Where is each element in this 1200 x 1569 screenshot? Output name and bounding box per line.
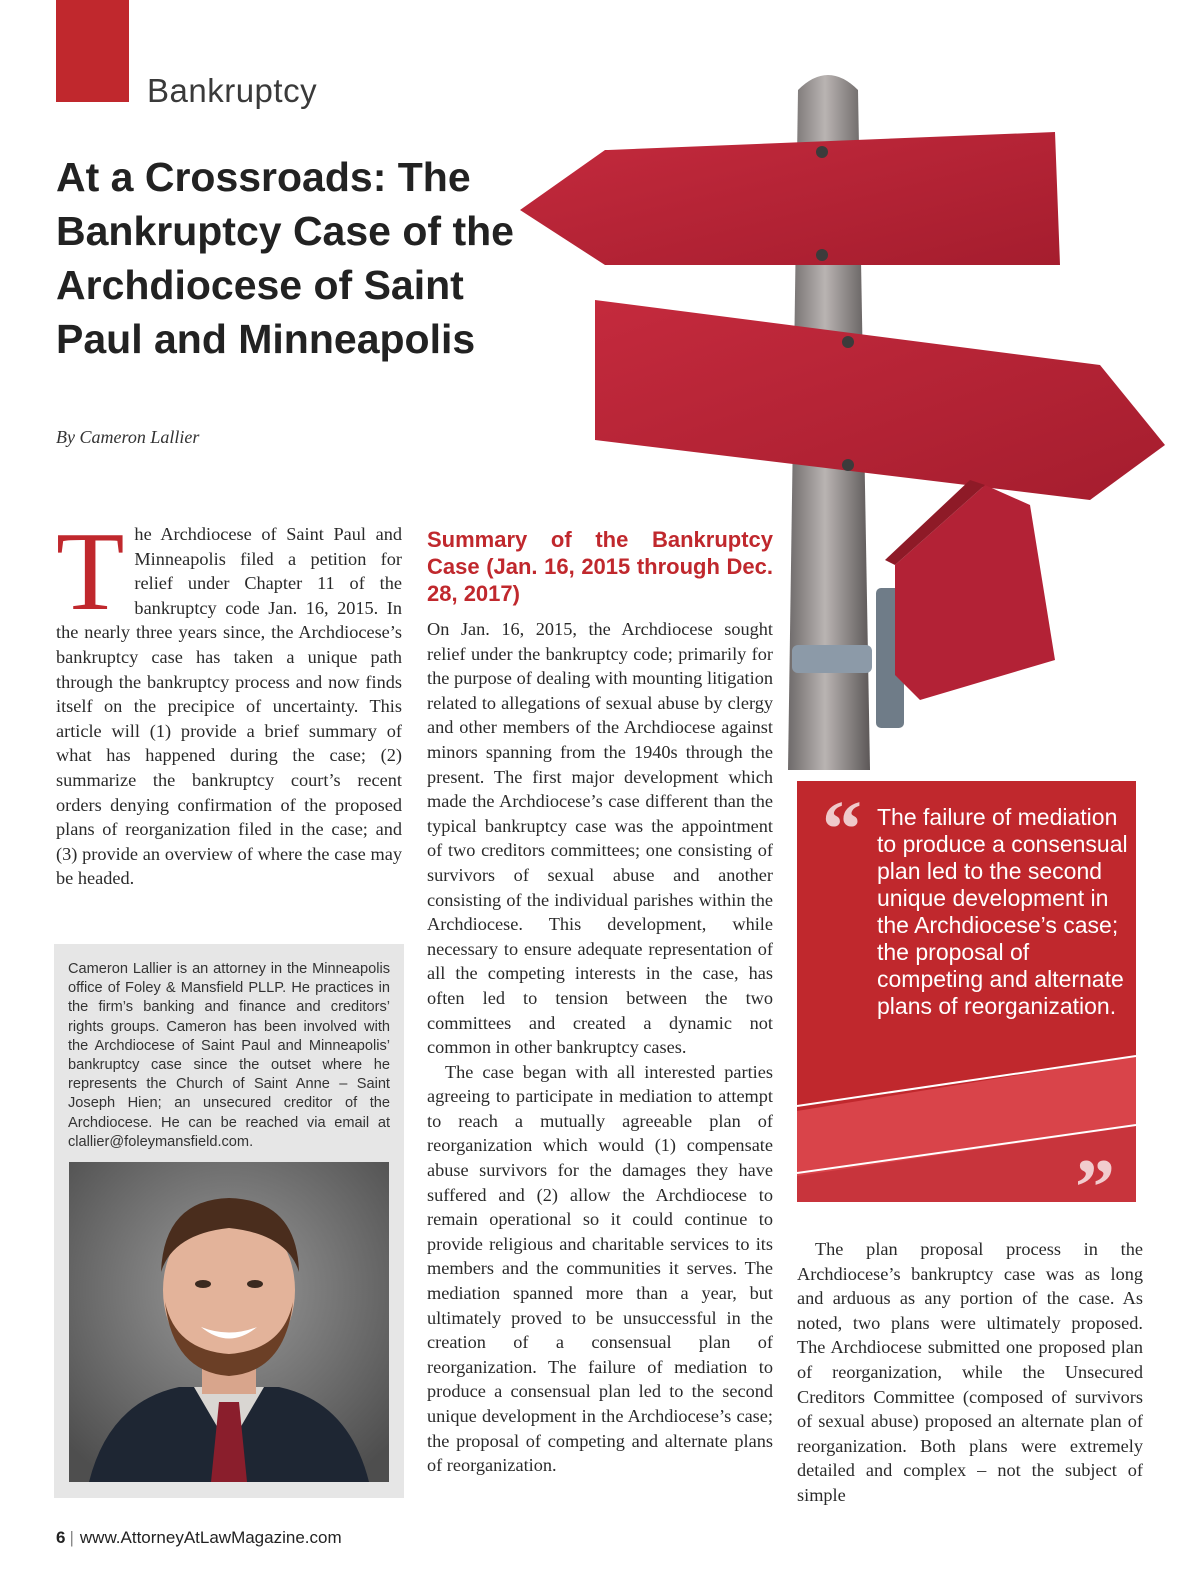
plan-column — [797, 1237, 1143, 1508]
intro-paragraph: he Archdiocese of Saint Paul and Minneapolis filed a petition for relief under Chapter 11 of the bankruptcy code Jan. 16, 2015. In the nearly three years since, the Archdiocese’s bankruptcy case has taken a unique path through the bankruptcy process and now finds itself on the precipice of uncertainty. This article will (1) provide a brief summary of what has happened during the case; (2) summarize the bankruptcy court’s recent orders denying confirmation of the proposed plans of reorganization filed in the case; and (3) provide an overview of where the case may be headed. — [56, 524, 402, 889]
magazine-url[interactable]: www.AttorneyAtLawMagazine.com — [79, 1528, 342, 1547]
section-label: Bankruptcy — [147, 72, 318, 109]
drop-cap: T — [56, 510, 125, 634]
page-footer — [56, 1528, 342, 1548]
byline: By Cameron Lallier — [56, 427, 200, 447]
author-photo — [69, 1162, 389, 1482]
section-color-tab — [56, 0, 129, 102]
summary-paragraph-1: On Jan. 16, 2015, the Archdiocese sought relief under the bankruptcy code; primarily for the purpose of dealing with mounting litigation related to allegations of sexual abuse by clergy and other members of the Archdiocese against minors spanning from the 1940s through the present. The first major development which made the Archdiocese’s case different than the typical bankruptcy case was the appointment of two creditors committees; one consisting of survivors of sexual abuse and another consisting of the individual parishes within the Archdiocese. This development, while necessary to ensure adequate representation of all the competing interests in the case, has often led to tension between the two committees and created a dynamic not common in other bankruptcy cases. — [427, 619, 773, 1058]
intro-column — [56, 510, 402, 891]
footer-separator: | — [69, 1528, 74, 1547]
summary-column — [427, 526, 773, 1478]
pull-quote-text: The failure of mediation to produce a consensual plan led to the second unique development in the Archdiocese’s case; the proposal of competing and alternate plans of reorganization. — [877, 804, 1128, 1019]
page-number: 6 — [56, 1528, 66, 1547]
close-quote-icon: ” — [1075, 1144, 1115, 1232]
author-bio: Cameron Lallier is an attorney in the Minneapolis office of Foley & Mansfield PLLP. He practices in the firm’s banking and finance and creditors’ rights groups. Cameron has been involved with the Archdiocese of Saint Paul and Minneapolis’ bankruptcy case since the outset where he represents the Church of Saint Anne – Saint Joseph Hien; an unsecured creditor of the Archdiocese. He can be reached via email at clallier@foleymansfield.com. — [68, 961, 390, 1150]
open-quote-icon: “ — [822, 786, 862, 874]
article-title: At a Crossroads: The Bankruptcy Case of the Archdiocese of Saint Paul and Minneapolis — [56, 154, 514, 362]
plan-paragraph: The plan proposal process in the Archdiocese’s bankruptcy case was as long and arduous as any portion of the case. As noted, two plans were ultimately proposed. The Archdiocese submitted one proposed plan of reorganization, while the Unsecured Creditors Committee (composed of survivors of sexual abuse) proposed an alternate plan of reorganization. Both plans were extremely detailed and complex – not the subject of simple — [797, 1239, 1143, 1505]
summary-heading: Summary of the Bankruptcy Case (Jan. 16, 2015 through Dec. 28, 2017) — [427, 527, 773, 606]
summary-paragraph-2: The case began with all interested parties agreeing to participate in mediation to attempt to reach a mutually agreeable plan of reorganization which would (1) compensate abuse survivors for the damages they have suffered and (2) allow the Archdiocese to remain operational so it could continue to provide religious and charitable services to its members and the communities it serves. The mediation spanned more than a year, but ultimately proved to be unsuccessful in the creation of a consensual plan of reorganization. The failure of mediation to produce a consensual plan led to the second unique development in the Archdiocese’s case; the proposal of competing and alternate plans of reorganization. — [427, 1061, 773, 1476]
